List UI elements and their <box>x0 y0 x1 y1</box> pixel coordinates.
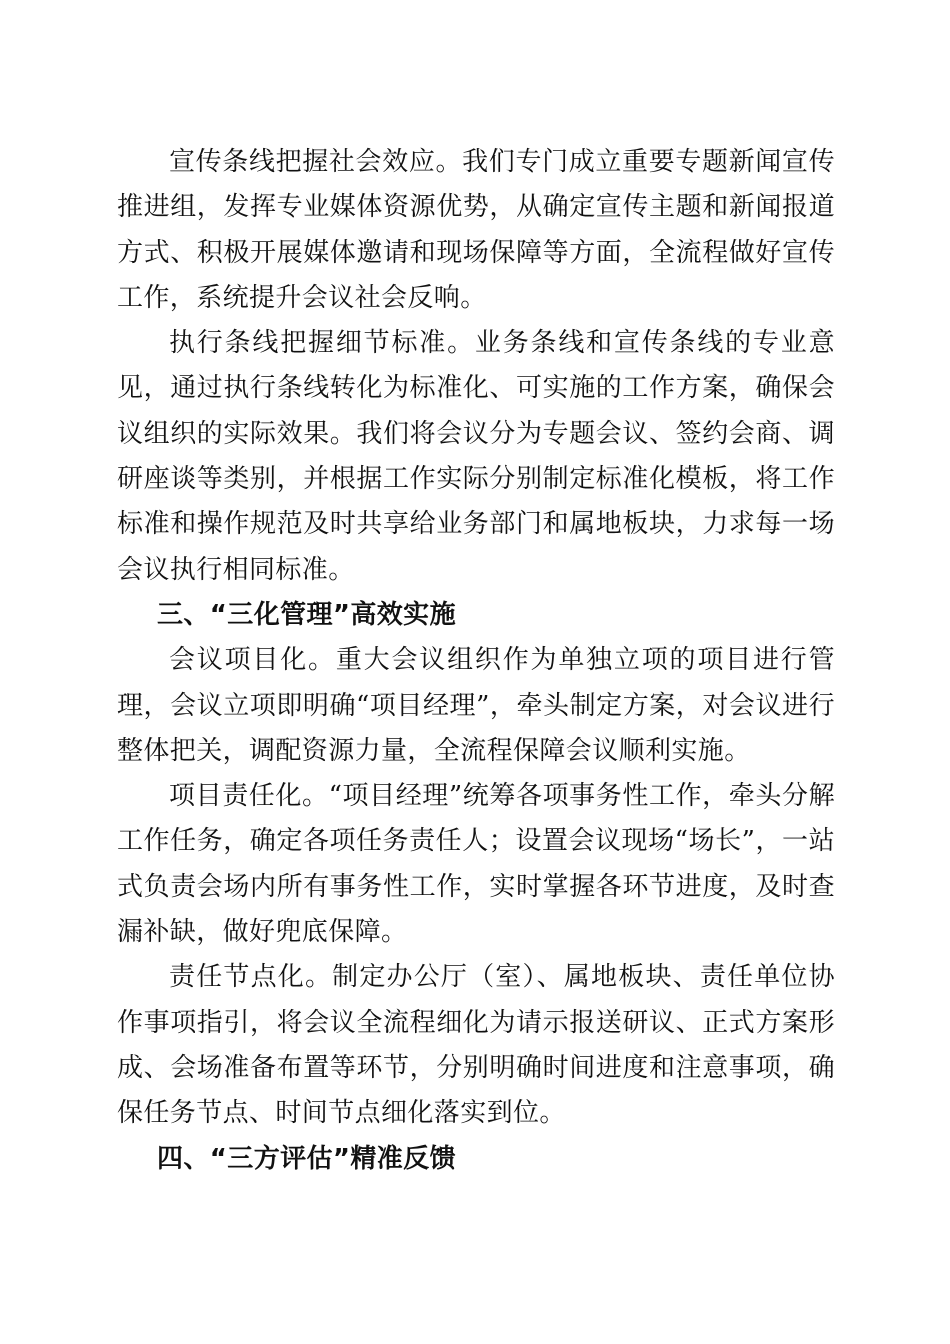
section-heading-three: 三、“三化管理”高效实施 <box>157 599 456 630</box>
paragraph-project-responsibility: 项目责任化。“项目经理”统筹各项事务性工作，牵头分解工作任务，确定各项任务责任人；设置会议现场“场长”，一站式负责会场内所有事务性工作，实时掌握各环节进度，及时查漏补缺，做好兜底保障。 <box>117 781 835 948</box>
section-heading-four: 四、“三方评估”精准反馈 <box>157 1143 456 1174</box>
paragraph-publicity-line: 宣传条线把握社会效应。我们专门成立重要专题新闻宣传推进组，发挥专业媒体资源优势，从确定宣传主题和新闻报道方式、积极开展媒体邀请和现场保障等方面，全流程做好宣传工作，系统提升会议社会反响。 <box>117 147 835 313</box>
paragraph-responsibility-nodes: 责任节点化。制定办公厅（室）、属地板块、责任单位协作事项指引，将会议全流程细化为请示报送研议、正式方案形成、会场准备布置等环节，分别明确时间进度和注意事项，确保任务节点、时间节点细化落实到位。 <box>117 962 835 1129</box>
paragraph-meeting-project: 会议项目化。重大会议组织作为单独立项的项目进行管理，会议立项即明确“项目经理”，牵头制定方案，对会议进行整体把关，调配资源力量，全流程保障会议顺利实施。 <box>117 645 835 766</box>
paragraph-execution-line: 执行条线把握细节标准。业务条线和宣传条线的专业意见，通过执行条线转化为标准化、可实施的工作方案，确保会议组织的实际效果。我们将会议分为专题会议、签约会商、调研座谈等类别，并根据工作实际分别制定标准化模板，将工作标准和操作规范及时共享给业务部门和属地板块，力求每一场会议执行相同标准。 <box>117 328 835 585</box>
document-page <box>117 140 835 1182</box>
